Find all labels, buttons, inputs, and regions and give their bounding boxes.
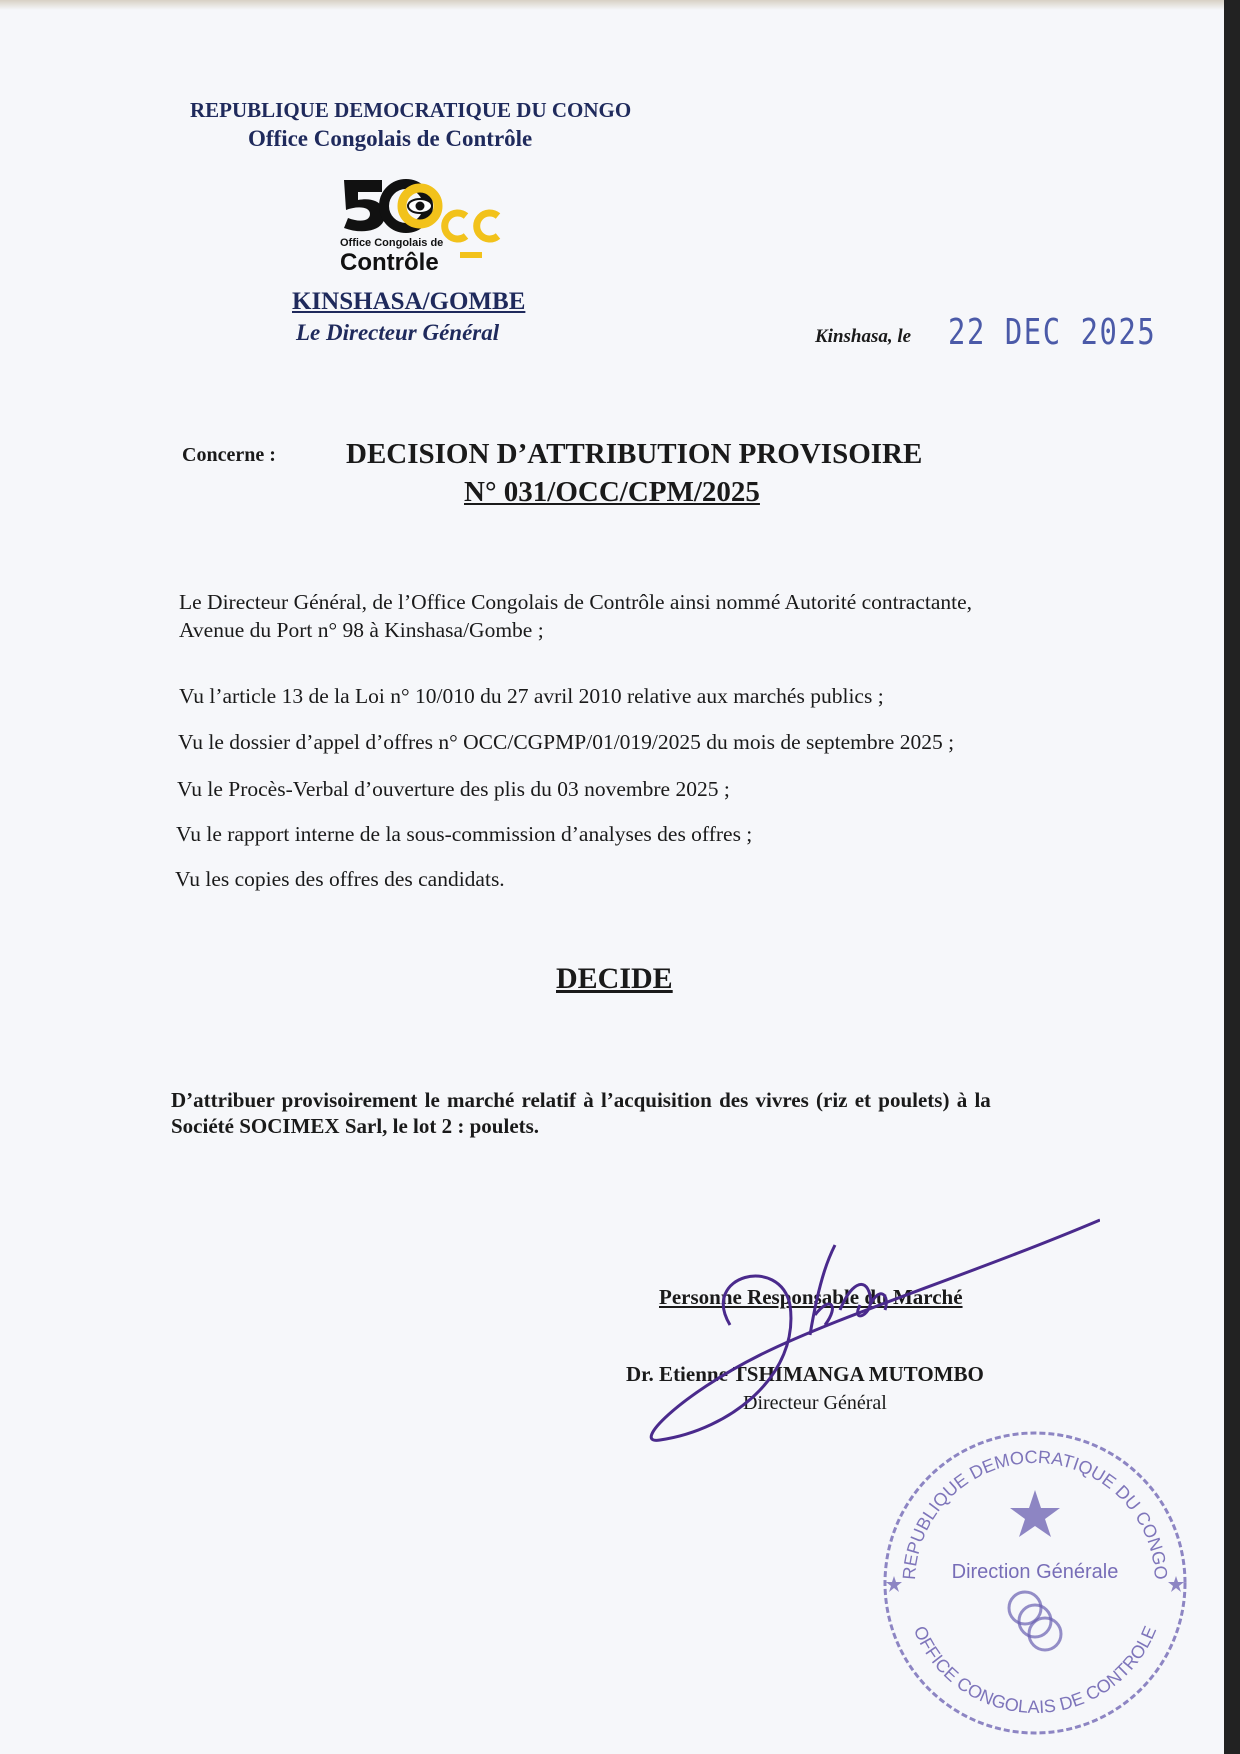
location-heading: KINSHASA/GOMBE [292, 288, 526, 315]
handwritten-signature [640, 1215, 1100, 1455]
official-stamp [880, 1428, 1190, 1738]
intro-line: Avenue du Port n° 98 à Kinshasa/Gombe ; [179, 618, 544, 642]
consideration-item: Vu les copies des offres des candidats. [175, 867, 505, 891]
stamp-center-text: Direction Générale [951, 1561, 1119, 1583]
decision-title: DECISION D’ATTRIBUTION PROVISOIRE [346, 438, 923, 470]
country-heading: REPUBLIQUE DEMOCRATIQUE DU CONGO [190, 98, 632, 122]
signatory-role: Personne Responsable du Marché [659, 1285, 963, 1309]
decision-line: Société SOCIMEX Sarl, le lot 2 : poulets. [171, 1114, 540, 1138]
decision-line: D’attribuer provisoirement le marché relatif à l’acquisition des vivres (riz et poulets) à la [171, 1088, 991, 1112]
stamp-top-text: REPUBLIQUE DEMOCRATIQUE DU CONGO [898, 1446, 1172, 1581]
occ-50-logo [338, 176, 513, 276]
decision-number: N° 031/OCC/CPM/2025 [464, 476, 760, 508]
signatory-name: Dr. Etienne TSHIMANGA MUTOMBO [626, 1362, 984, 1386]
office-heading: Office Congolais de Contrôle [248, 126, 533, 151]
svg-text:Office Congolais de: Office Congolais de [340, 237, 444, 249]
consideration-item: Vu l’article 13 de la Loi n° 10/010 du 27 avril 2010 relative aux marchés publics ; [179, 684, 884, 708]
page-top-edge [0, 0, 1240, 10]
subject-label: Concerne : [182, 444, 276, 466]
consideration-item: Vu le Procès-Verbal d’ouverture des plis du 03 novembre 2025 ; [177, 777, 730, 801]
dateline-place: Kinshasa, le [815, 326, 912, 347]
sender-heading: Le Directeur Général [296, 320, 500, 345]
page-right-edge [1224, 0, 1240, 1754]
consideration-item: Vu le rapport interne de la sous-commission d’analyses des offres ; [176, 822, 753, 846]
consideration-item: Vu le dossier d’appel d’offres n° OCC/CGPMP/01/019/2025 du mois de septembre 2025 ; [178, 730, 955, 754]
date-stamp: 22 DEC 2025 [948, 312, 1157, 353]
decide-heading: DECIDE [556, 962, 673, 995]
svg-text:Contrôle: Contrôle [340, 249, 439, 276]
signatory-title: Directeur Général [743, 1392, 887, 1414]
intro-line: Le Directeur Général, de l’Office Congolais de Contrôle ainsi nommé Autorité contractante, [179, 590, 973, 614]
stamp-bottom-text: OFFICE CONGOLAIS DE CONTROLE [909, 1622, 1161, 1718]
star-icon [1010, 1490, 1060, 1537]
